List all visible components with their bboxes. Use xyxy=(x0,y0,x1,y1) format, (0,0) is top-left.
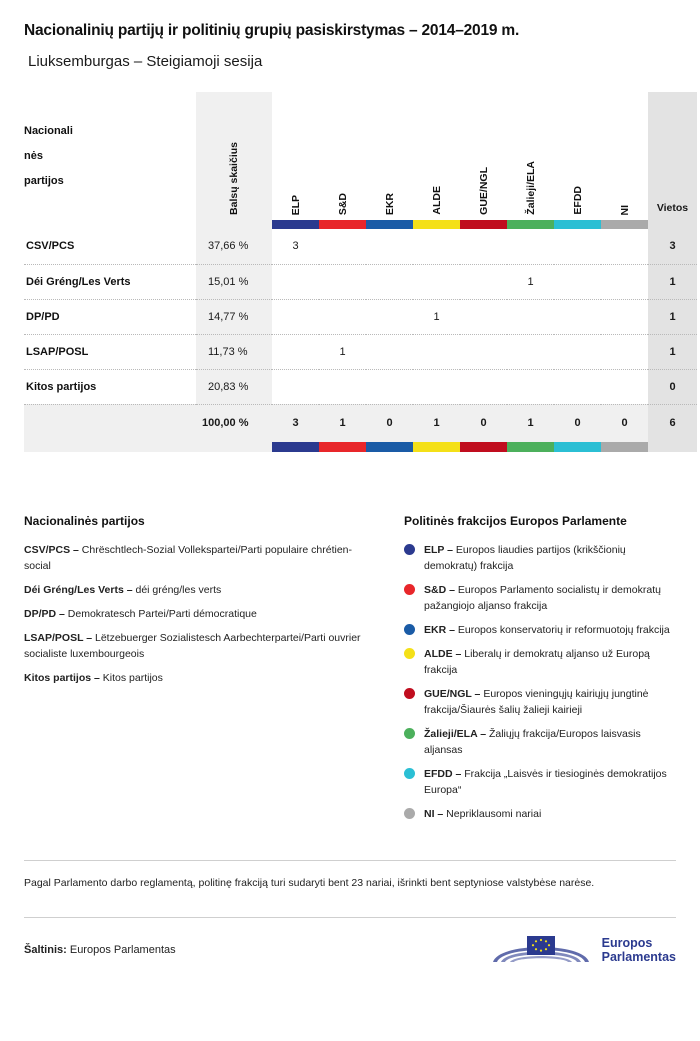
legend-national-parties xyxy=(24,514,404,830)
legend-group-text: NI – Nepriklausomi nariai xyxy=(424,808,542,820)
header-group-alde: ALDE xyxy=(430,186,443,215)
legend-group-item xyxy=(404,806,676,822)
legend-group-text: EFDD – Frakcija „Laisvės ir tiesioginės demokratijos Europa“ xyxy=(424,768,667,796)
group-color-dot-icon xyxy=(404,768,415,779)
row-seats--alieji-ela: 1 xyxy=(507,264,554,299)
row-seats-alde xyxy=(413,229,460,264)
legend-group-item xyxy=(404,622,676,638)
legend-group-text: ALDE – Liberalų ir demokratų aljanso už Europą frakcija xyxy=(424,648,650,676)
bottombar-elp xyxy=(272,442,319,452)
row-seats-gue-ngl xyxy=(460,229,507,264)
table-bottom-colorbar xyxy=(24,442,697,452)
header-group-elp: ELP xyxy=(289,194,302,215)
page-title: Nacionalinių partijų ir politinių grupių pasiskirstymas – 2014–2019 m. xyxy=(24,22,520,39)
row-seats-gue-ngl xyxy=(460,299,507,334)
header-group-ni: NI xyxy=(618,204,631,215)
row-seats-ni xyxy=(601,229,648,264)
ep-logo-text xyxy=(602,936,676,964)
source-value: Europos Parlamentas xyxy=(66,944,176,956)
header-votes: Balsų skaičius xyxy=(196,92,272,220)
row-party-name: DP/PD xyxy=(24,299,196,334)
table-header xyxy=(24,92,697,229)
legend-group-item xyxy=(404,582,676,614)
row-total-seats: 3 xyxy=(648,229,697,264)
total-alde: 1 xyxy=(413,404,460,442)
legend-group-text: Žalieji/ELA – Žaliųjų frakcija/Europos laisvasis aljansas xyxy=(424,728,641,756)
row-seats-s-d xyxy=(319,299,366,334)
legend-group-text: ELP – Europos liaudies partijos (krikščionių demokratų) frakcija xyxy=(424,544,626,572)
colorbar-ni xyxy=(601,220,648,229)
colorbar-votes-spacer xyxy=(196,220,272,229)
total-efdd: 0 xyxy=(554,404,601,442)
european-parliament-logo xyxy=(489,932,676,968)
row-seats-efdd xyxy=(554,229,601,264)
row-seats-ni xyxy=(601,334,648,369)
page-subtitle: Liuksemburgas – Steigiamoji sesija xyxy=(28,53,263,70)
row-seats-s-d xyxy=(319,369,366,404)
row-seats-ekr xyxy=(366,229,413,264)
ep-logo-line2: Parlamentas xyxy=(601,950,676,964)
row-party-name: Déi Gréng/Les Verts xyxy=(24,264,196,299)
row-total-seats: 1 xyxy=(648,334,697,369)
row-seats--alieji-ela xyxy=(507,229,554,264)
row-vote-share: 15,01 % xyxy=(196,264,272,299)
row-seats-elp xyxy=(272,369,319,404)
row-seats-s-d: 1 xyxy=(319,334,366,369)
footnote: Pagal Parlamento darbo reglamentą, politinę frakciją turi sudaryti bent 23 nariai, išrinkti bent septyniose valstybėse narėse. xyxy=(24,877,595,889)
colorbar-gue-ngl xyxy=(460,220,507,229)
header-seats: Vietos xyxy=(648,92,697,220)
ep-logo-line1: Europos xyxy=(601,936,653,950)
bottombar-ni xyxy=(601,442,648,452)
legend-group-text: S&D – Europos Parlamento socialistų ir demokratų pažangiojo aljanso frakcija xyxy=(424,584,661,612)
divider-bottom xyxy=(24,917,676,918)
row-total-seats: 1 xyxy=(648,264,697,299)
row-seats-elp xyxy=(272,264,319,299)
row-vote-share: 37,66 % xyxy=(196,229,272,264)
header-group-efdd: EFDD xyxy=(571,186,584,215)
header-group-gue-ngl: GUE/NGL xyxy=(477,167,490,215)
seat-distribution-table xyxy=(24,92,689,452)
row-seats-gue-ngl xyxy=(460,369,507,404)
row-seats-alde xyxy=(413,369,460,404)
legend-group-item xyxy=(404,542,676,574)
row-seats-ekr xyxy=(366,264,413,299)
colorbar-s-d xyxy=(319,220,366,229)
legend-group-text: EKR – Europos konservatorių ir reformuotojų frakcija xyxy=(424,624,670,636)
total-votes: 100,00 % xyxy=(196,404,272,442)
source-label: Šaltinis: xyxy=(24,944,67,956)
row-seats--alieji-ela xyxy=(507,334,554,369)
row-total-seats: 0 xyxy=(648,369,697,404)
row-seats-elp: 3 xyxy=(272,229,319,264)
row-seats--alieji-ela xyxy=(507,299,554,334)
table-row xyxy=(24,369,697,404)
bottombar-gue-ngl xyxy=(460,442,507,452)
row-party-name: CSV/PCS xyxy=(24,229,196,264)
total-elp: 3 xyxy=(272,404,319,442)
group-color-dot-icon xyxy=(404,728,415,739)
colorbar-alde xyxy=(413,220,460,229)
row-seats-efdd xyxy=(554,299,601,334)
legend-group-item xyxy=(404,766,676,798)
legend-national-item: Déi Gréng/Les Verts – déi gréng/les verts xyxy=(24,584,222,596)
ep-hemicycle-icon xyxy=(489,932,593,968)
bottombar--alieji-ela xyxy=(507,442,554,452)
row-vote-share: 11,73 % xyxy=(196,334,272,369)
total-seats: 6 xyxy=(648,404,697,442)
row-total-seats: 1 xyxy=(648,299,697,334)
group-color-dot-icon xyxy=(404,544,415,555)
table-body xyxy=(24,229,697,452)
row-seats-gue-ngl xyxy=(460,334,507,369)
row-seats-alde xyxy=(413,264,460,299)
header-group--alieji-ela: Žalieji/ELA xyxy=(524,161,537,215)
row-party-name: LSAP/POSL xyxy=(24,334,196,369)
row-seats-elp xyxy=(272,299,319,334)
infographic-page xyxy=(0,22,700,1041)
total-label xyxy=(24,404,196,442)
row-seats-ni xyxy=(601,299,648,334)
legend-groups-title: Politinės frakcijos Europos Parlamente xyxy=(404,514,627,528)
bottombar-s-d xyxy=(319,442,366,452)
legend-group-text: GUE/NGL – Europos vieningųjų kairiųjų jungtinė frakcija/Šiaurės šalių žalieji kairieji xyxy=(424,688,649,716)
colorbar-ekr xyxy=(366,220,413,229)
table-row xyxy=(24,334,697,369)
row-seats-ni xyxy=(601,369,648,404)
bottombar-efdd xyxy=(554,442,601,452)
total-ekr: 0 xyxy=(366,404,413,442)
row-seats-alde xyxy=(413,334,460,369)
colorbar-efdd xyxy=(554,220,601,229)
row-seats-ekr xyxy=(366,334,413,369)
group-color-dot-icon xyxy=(404,648,415,659)
legend-group-item xyxy=(404,726,676,758)
row-vote-share: 14,77 % xyxy=(196,299,272,334)
header-group-s-d: S&D xyxy=(336,192,349,215)
table-row xyxy=(24,299,697,334)
row-seats-alde: 1 xyxy=(413,299,460,334)
legend-political-groups xyxy=(404,514,676,830)
header-group-ekr: EKR xyxy=(383,192,396,215)
bottombar-alde xyxy=(413,442,460,452)
legend-group-item xyxy=(404,686,676,718)
row-seats-ni xyxy=(601,264,648,299)
footer xyxy=(24,932,676,968)
total-ni: 0 xyxy=(601,404,648,442)
row-seats-efdd xyxy=(554,334,601,369)
colorbar--alieji-ela xyxy=(507,220,554,229)
legend xyxy=(24,514,676,830)
total--alieji-ela: 1 xyxy=(507,404,554,442)
header-national-parties: Nacionali nės partijos xyxy=(24,125,73,187)
row-seats-ekr xyxy=(366,369,413,404)
colorbar-elp xyxy=(272,220,319,229)
legend-group-item xyxy=(404,646,676,678)
colorbar-spacer xyxy=(24,220,196,229)
row-seats--alieji-ela xyxy=(507,369,554,404)
row-party-name: Kitos partijos xyxy=(24,369,196,404)
row-seats-gue-ngl xyxy=(460,264,507,299)
row-seats-ekr xyxy=(366,299,413,334)
table-total-row xyxy=(24,404,697,442)
row-seats-efdd xyxy=(554,264,601,299)
legend-national-item: DP/PD – Demokratesch Partei/Parti démocratique xyxy=(24,608,257,620)
table-row xyxy=(24,229,697,264)
divider-top xyxy=(24,860,676,861)
total-s-d: 1 xyxy=(319,404,366,442)
row-seats-efdd xyxy=(554,369,601,404)
bottombar-ekr xyxy=(366,442,413,452)
group-color-dot-icon xyxy=(404,584,415,595)
row-seats-s-d xyxy=(319,229,366,264)
group-color-dot-icon xyxy=(404,808,415,819)
legend-national-item: LSAP/POSL – Lëtzebuerger Sozialistesch Aarbechterpartei/Parti ouvrier socialiste luxembourgeois xyxy=(24,632,361,660)
colorbar-seats-spacer xyxy=(648,220,697,229)
legend-national-item: Kitos partijos – Kitos partijos xyxy=(24,672,163,684)
table-row xyxy=(24,264,697,299)
total-gue-ngl: 0 xyxy=(460,404,507,442)
group-color-dot-icon xyxy=(404,688,415,699)
group-color-dot-icon xyxy=(404,624,415,635)
legend-national-title: Nacionalinės partijos xyxy=(24,514,145,528)
source-text xyxy=(24,944,176,956)
row-vote-share: 20,83 % xyxy=(196,369,272,404)
row-seats-elp xyxy=(272,334,319,369)
row-seats-s-d xyxy=(319,264,366,299)
legend-national-item: CSV/PCS – Chrëschtlech-Sozial Vollekspartei/Parti populaire chrétien-social xyxy=(24,544,352,572)
